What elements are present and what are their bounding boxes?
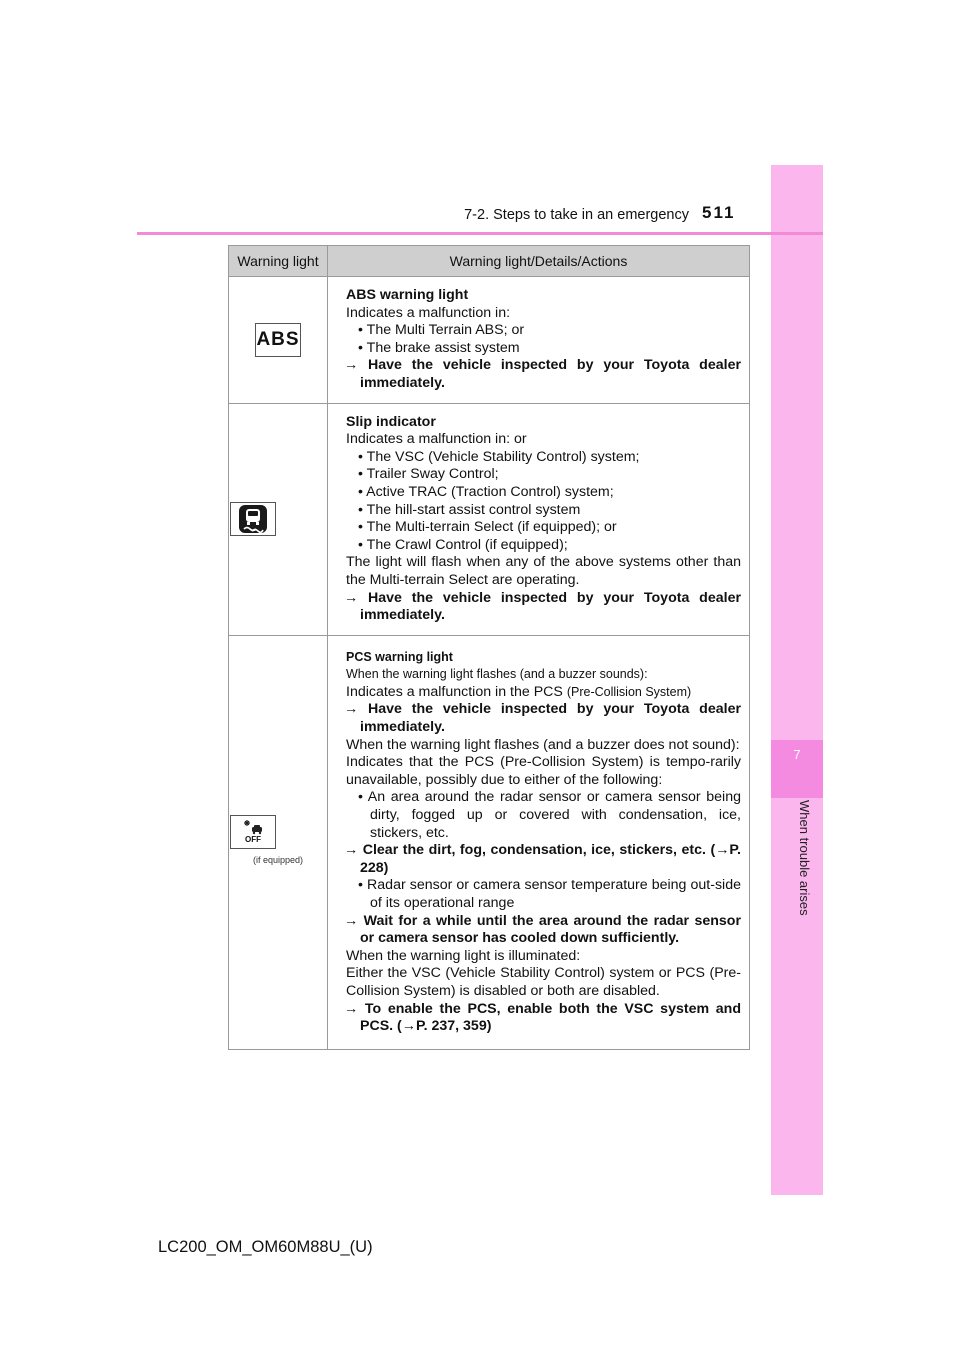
table-header-row [229, 246, 750, 277]
abs-action: → Have the vehicle inspected by your Toyota dealer immediately. [344, 357, 741, 391]
slip-bullet: • Trailer Sway Control; [358, 466, 499, 483]
slip-indicator-icon [230, 502, 276, 536]
icon-cell [229, 635, 328, 1049]
abs-bullet: • The Multi Terrain ABS; or [358, 322, 525, 339]
skidding-car-icon [238, 504, 268, 534]
table-row [229, 277, 750, 404]
abs-bullet: • The brake assist system [358, 339, 520, 356]
header-rule [137, 232, 823, 235]
collision-car-icon [241, 819, 265, 835]
slip-intro: Indicates a malfunction in: or [346, 431, 527, 448]
arrow-icon: → [344, 357, 359, 374]
details-cell [328, 403, 750, 635]
document-code: LC200_OM_OM60M88U_(U) [158, 1238, 373, 1256]
pcs-case1-heading: When the warning light flashes (and a buzzer sounds): [346, 667, 648, 682]
table-row [229, 403, 750, 635]
abs-intro: Indicates a malfunction in: [346, 304, 511, 321]
slip-note: The light will flash when any of the above systems other than the Multi-terrain Select are operating. [346, 554, 741, 588]
table-row [229, 635, 750, 1049]
pcs-case1-text: Indicates a malfunction in the PCS (Pre-Collision System) [346, 683, 692, 700]
pcs-title: PCS warning light [346, 649, 453, 664]
arrow-icon: → [344, 912, 359, 929]
abs-title: ABS warning light [346, 287, 469, 303]
header-warning-light: Warning light [229, 246, 328, 277]
slip-title: Slip indicator [346, 413, 436, 430]
pcs-case2-heading: When the warning light flashes (and a buzzer does not sound): [346, 736, 740, 753]
slip-bullet: • The hill-start assist control system [358, 501, 581, 518]
arrow-icon: → [344, 842, 359, 859]
icon-cell [229, 277, 328, 404]
chapter-side-tab [771, 165, 823, 1195]
pcs-case2-text: Indicates that the PCS (Pre-Collision System) is tempo-rarily unavailable, possibly due to either of the following: [346, 754, 741, 788]
slip-bullet: • Active TRAC (Traction Control) system; [358, 483, 614, 500]
pcs-bullet: • An area around the radar sensor or camera sensor being dirty, fogged up or covered with condensation, ice, stickers, etc. [358, 789, 741, 841]
arrow-icon: → [344, 1000, 359, 1017]
icon-cell [229, 403, 328, 635]
page-number: 511 [702, 203, 736, 222]
pcs-case3-heading: When the warning light is illuminated: [346, 947, 581, 964]
abs-warning-icon: ABS [255, 323, 301, 357]
pcs-action-4: → To enable the PCS, enable both the VSC system and PCS. (→P. 237, 359) [344, 1000, 741, 1035]
slip-bullet: • The VSC (Vehicle Stability Control) system; [358, 448, 640, 465]
section-title: 7-2. Steps to take in an emergency [464, 207, 689, 223]
chapter-number: 7 [771, 740, 823, 798]
pcs-action-3: → Wait for a while until the area around the radar sensor or camera sensor has cooled down sufficiently. [344, 912, 741, 947]
arrow-icon: → [401, 1018, 416, 1035]
pcs-bullet: • Radar sensor or camera sensor temperature being out-side of its operational range [358, 877, 741, 911]
arrow-icon: → [344, 701, 359, 718]
details-cell [328, 635, 750, 1049]
pcs-case3-text: Either the VSC (Vehicle Stability Control) system or PCS (Pre-Collision System) is disabled or both are disabled. [346, 965, 741, 999]
warning-light-table [228, 245, 750, 1050]
if-equipped-caption: (if equipped) [252, 854, 304, 865]
arrow-icon: → [344, 589, 359, 606]
chapter-label: When trouble arises [797, 800, 812, 916]
pcs-action-2: → Clear the dirt, fog, condensation, ice, stickers, etc. (→P. 228) [344, 842, 741, 876]
slip-bullet: • The Crawl Control (if equipped); [358, 536, 568, 553]
details-cell [328, 277, 750, 404]
pcs-action-1: → Have the vehicle inspected by your Toyota dealer immediately. [344, 701, 741, 736]
pcs-off-label: OFF [245, 835, 261, 845]
header-details-actions: Warning light/Details/Actions [328, 246, 750, 277]
slip-action: → Have the vehicle inspected by your Toyota dealer immediately. [344, 589, 741, 624]
pcs-warning-icon [230, 815, 276, 849]
slip-bullet: • The Multi-terrain Select (if equipped); or [358, 519, 617, 536]
arrow-icon: → [715, 842, 730, 859]
